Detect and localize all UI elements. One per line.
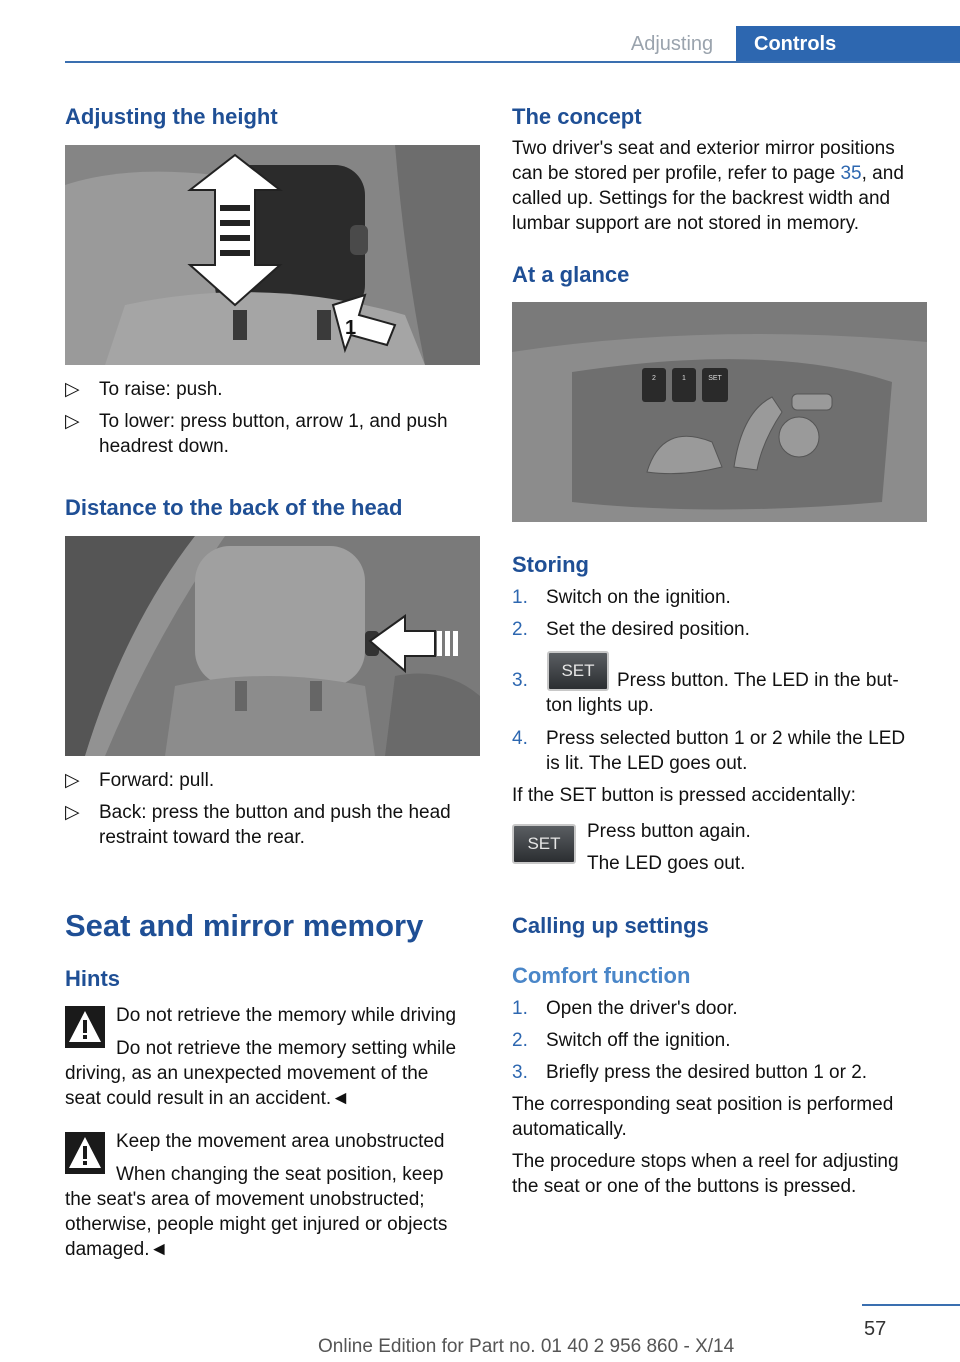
list-item: [65, 377, 480, 402]
step-number: 1.: [512, 587, 528, 608]
list-item: [65, 768, 480, 793]
press-again-text: Press button again.: [587, 821, 751, 842]
memory-heading: Seat and mirror memory: [65, 908, 424, 943]
list-item-text: Back: press the button and push the head: [99, 802, 451, 823]
step-text: Switch off the ignition.: [546, 1030, 731, 1051]
step-number: 2.: [512, 1030, 528, 1051]
header-rule: [65, 61, 960, 63]
step-text: Switch on the ignition.: [546, 587, 731, 608]
step-text: Press selected button 1 or 2 while the LED: [546, 728, 906, 749]
list-item-text: To lower: press button, arrow 1, and push: [99, 411, 448, 432]
distance-heading: Distance to the back of the head: [65, 495, 403, 520]
stop-text: The procedure stops when a reel for adjusting: [512, 1151, 899, 1172]
panel-button-label: SET: [708, 375, 722, 382]
edition-footer: Online Edition for Part no. 01 40 2 956 860 - X/14: [318, 1336, 735, 1357]
warning-icon: [65, 1006, 105, 1053]
list-item-text: headrest down.: [99, 436, 229, 457]
warning-1-text: driving, as an unexpected movement of the: [65, 1063, 429, 1084]
bullet-marker: ▷: [65, 411, 80, 432]
warning-1-text: Do not retrieve the memory setting while: [116, 1038, 457, 1059]
warning-2-text: otherwise, people might get injured or objects: [65, 1214, 448, 1235]
step-text: Open the driver's door.: [546, 998, 738, 1019]
stop-text: the seat or one of the buttons is pressed.: [512, 1176, 857, 1197]
warning-2-text: damaged.◄: [65, 1239, 169, 1260]
warning-2-text: When changing the seat position, keep: [116, 1164, 444, 1185]
result-text: The corresponding seat position is performed: [512, 1094, 894, 1115]
seat-control-panel-photo: [512, 302, 927, 522]
concept-text: can be stored per profile, refer to page 35, and: [512, 163, 904, 184]
glance-heading: At a glance: [512, 262, 630, 287]
bullet-marker: ▷: [65, 379, 80, 400]
calling-heading: Calling up settings: [512, 913, 709, 938]
set-button-icon: SET: [512, 824, 576, 864]
footer-rule: [862, 1304, 960, 1306]
headrest-distance-photo: [65, 536, 480, 756]
step-text: Briefly press the desired button 1 or 2.: [546, 1062, 868, 1083]
page-link[interactable]: 35: [840, 163, 862, 184]
warning-2-title: Keep the movement area unobstructed: [116, 1131, 445, 1152]
concept-text: Two driver's seat and exterior mirror positions: [512, 138, 895, 159]
header-section-label: Adjusting: [630, 32, 714, 55]
warning-icon: [65, 1132, 105, 1179]
list-item: [512, 1028, 927, 1053]
callout-1: 1: [345, 317, 357, 339]
panel-button-label: 2: [652, 375, 656, 382]
panel-button-label: 1: [682, 375, 686, 382]
step-text: Set the desired position.: [546, 619, 750, 640]
bullet-marker: ▷: [65, 770, 80, 791]
list-item: [65, 409, 480, 459]
comfort-heading: Comfort function: [512, 963, 691, 988]
list-item-text: Forward: pull.: [99, 770, 215, 791]
led-out-text: The LED goes out.: [587, 853, 746, 874]
concept-heading: The concept: [512, 104, 642, 129]
concept-text: lumbar support are not stored in memory.: [512, 213, 860, 234]
list-item: [512, 996, 927, 1021]
list-item: [65, 800, 480, 850]
step-number: 2.: [512, 619, 528, 640]
step-text: is lit. The LED goes out.: [546, 753, 748, 774]
result-text: automatically.: [512, 1119, 627, 1140]
header-chapter-tab: Controls: [736, 26, 960, 62]
warning-2-text: the seat's area of movement unobstructed;: [65, 1189, 425, 1210]
step-text: Press button. The LED in the but-: [617, 670, 899, 691]
step-number: 1.: [512, 998, 528, 1019]
accidental-text: If the SET button is pressed accidentally:: [512, 785, 856, 806]
step-number: 4.: [512, 728, 528, 749]
warning-1-title: Do not retrieve the memory while driving: [116, 1005, 457, 1026]
step-number: 3.: [512, 1062, 528, 1083]
list-item: [512, 585, 927, 610]
storing-heading: Storing: [512, 552, 589, 577]
headrest-height-photo: [65, 145, 480, 365]
hints-heading: Hints: [65, 966, 120, 991]
list-item: [512, 617, 927, 642]
step-text: ton lights up.: [546, 695, 654, 716]
list-item-text: To raise: push.: [99, 379, 223, 400]
list-item-text: restraint toward the rear.: [99, 827, 305, 848]
warning-1-text: seat could result in an accident.◄: [65, 1088, 350, 1109]
set-button-icon: SET: [547, 651, 609, 691]
step-number: 3.: [512, 670, 528, 691]
height-heading: Adjusting the height: [65, 104, 278, 129]
list-item: [512, 726, 927, 776]
bullet-marker: ▷: [65, 802, 80, 823]
list-item: [512, 1060, 927, 1085]
concept-text: called up. Settings for the backrest width and: [512, 188, 891, 209]
page-number: 57: [864, 1318, 887, 1340]
